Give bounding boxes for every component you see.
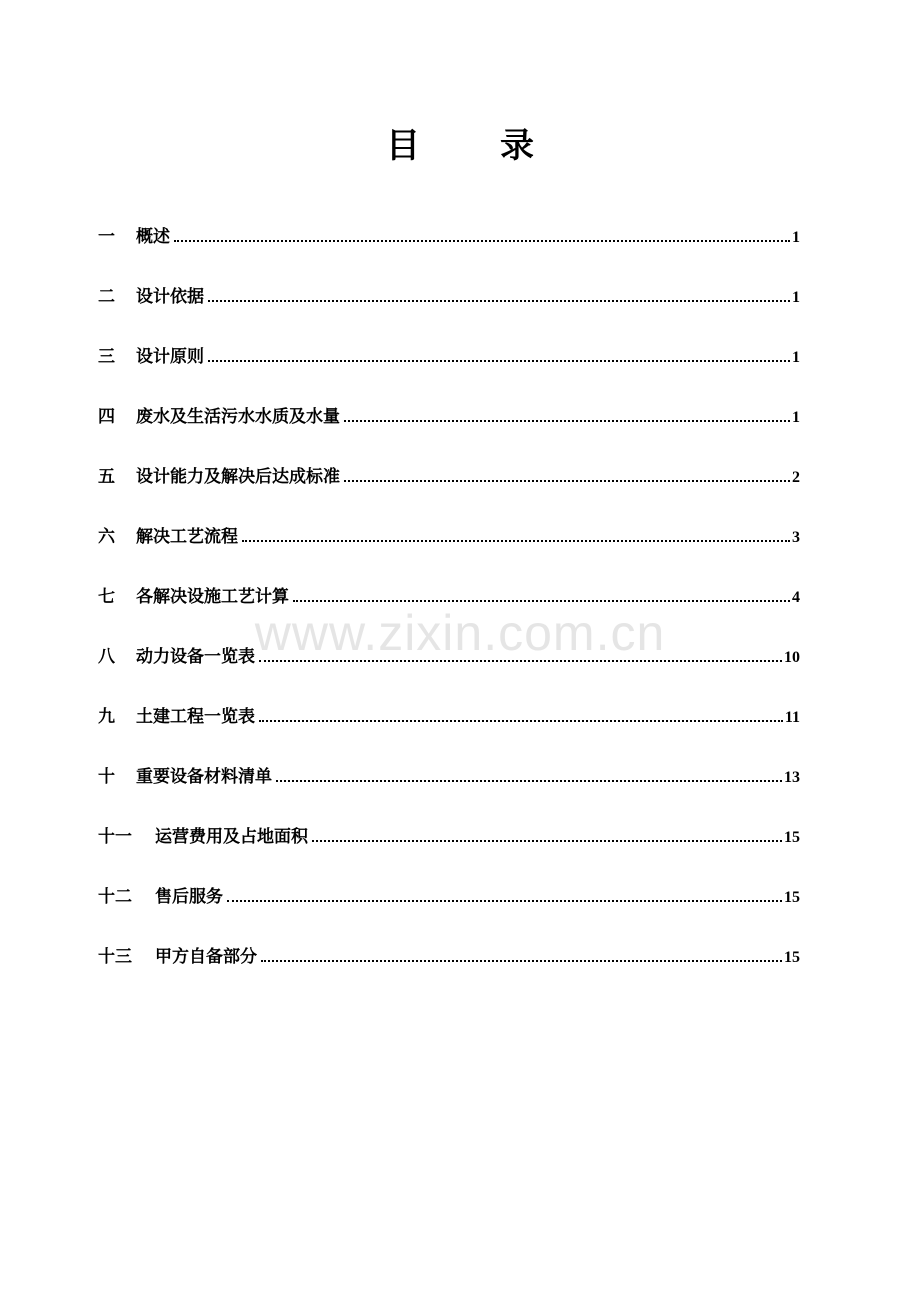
toc-entry-page: 2 [792, 469, 800, 486]
toc-entry[interactable] [98, 749, 800, 809]
toc-entry[interactable] [98, 809, 800, 869]
toc-dot-leader [227, 900, 782, 902]
toc-entry-number: 二 [98, 287, 115, 307]
toc-entry-number: 三 [98, 347, 115, 367]
toc-entry-page: 13 [784, 769, 800, 786]
toc-entry-number: 十 [98, 767, 115, 787]
toc-entry-title: 动力设备一览表 [136, 647, 255, 667]
toc-entry[interactable] [98, 629, 800, 689]
toc-entry[interactable] [98, 269, 800, 329]
toc-dot-leader [208, 300, 790, 302]
toc-dot-leader [259, 660, 782, 662]
toc-entry-number: 六 [98, 527, 115, 547]
toc-entry[interactable] [98, 209, 800, 269]
toc-entry-page: 1 [792, 229, 800, 246]
toc-dot-leader [276, 780, 782, 782]
toc-entry-page: 15 [784, 829, 800, 846]
toc-dot-leader [259, 720, 783, 722]
toc-entry[interactable] [98, 929, 800, 989]
toc-entry-number: 四 [98, 407, 115, 427]
toc-entry-page: 15 [784, 889, 800, 906]
toc-dot-leader [293, 600, 790, 602]
toc-entry[interactable] [98, 569, 800, 629]
toc-entry-page: 11 [784, 709, 800, 726]
toc-entry-page: 15 [784, 949, 800, 966]
toc-entry-title: 设计依据 [136, 287, 204, 307]
toc-entry-page: 1 [792, 289, 800, 306]
toc-entry-title: 废水及生活污水水质及水量 [136, 407, 340, 427]
toc-entry-title: 运营费用及占地面积 [155, 827, 308, 847]
toc-entry-title: 售后服务 [155, 887, 223, 907]
watermark: www.zixin.com.cn [254, 605, 666, 661]
toc-entry-number: 五 [98, 467, 115, 487]
toc-entry-title: 甲方自备部分 [155, 947, 257, 967]
toc-entry-page: 1 [792, 409, 800, 426]
toc-entry-page: 4 [792, 589, 800, 606]
toc-entry-title: 各解决设施工艺计算 [136, 587, 289, 607]
title-char-2: 录 [500, 126, 534, 166]
toc-entry-title: 解决工艺流程 [136, 527, 238, 547]
toc-entry[interactable] [98, 329, 800, 389]
toc-dot-leader [344, 420, 790, 422]
toc-dot-leader [208, 360, 790, 362]
toc-entry-number: 十三 [98, 947, 132, 967]
toc-entry-number: 七 [98, 587, 115, 607]
toc-entry-number: 一 [98, 227, 115, 247]
toc-entry-title: 设计原则 [136, 347, 204, 367]
toc-entry[interactable] [98, 389, 800, 449]
toc-dot-leader [312, 840, 782, 842]
toc-entry-number: 十一 [98, 827, 132, 847]
toc-entry-title: 概述 [136, 227, 170, 247]
toc-dot-leader [174, 240, 790, 242]
toc-dot-leader [261, 960, 782, 962]
title-char-1: 目 [386, 126, 420, 166]
toc-entry[interactable] [98, 689, 800, 749]
toc-entry-page: 3 [792, 529, 800, 546]
toc-entry-page: 1 [792, 349, 800, 366]
toc-dot-leader [344, 480, 790, 482]
toc-entry-title: 设计能力及解决后达成标准 [136, 467, 340, 487]
page-title [0, 118, 920, 167]
toc-entry-number: 八 [98, 647, 115, 667]
toc-entry-number: 九 [98, 707, 115, 727]
toc-entry-title: 土建工程一览表 [136, 707, 255, 727]
toc-entry[interactable] [98, 869, 800, 929]
toc-dot-leader [242, 540, 790, 542]
toc-entry-page: 10 [784, 649, 800, 666]
table-of-contents [98, 209, 800, 989]
toc-entry[interactable] [98, 509, 800, 569]
toc-entry-title: 重要设备材料清单 [136, 767, 272, 787]
toc-entry[interactable] [98, 449, 800, 509]
toc-entry-number: 十二 [98, 887, 132, 907]
